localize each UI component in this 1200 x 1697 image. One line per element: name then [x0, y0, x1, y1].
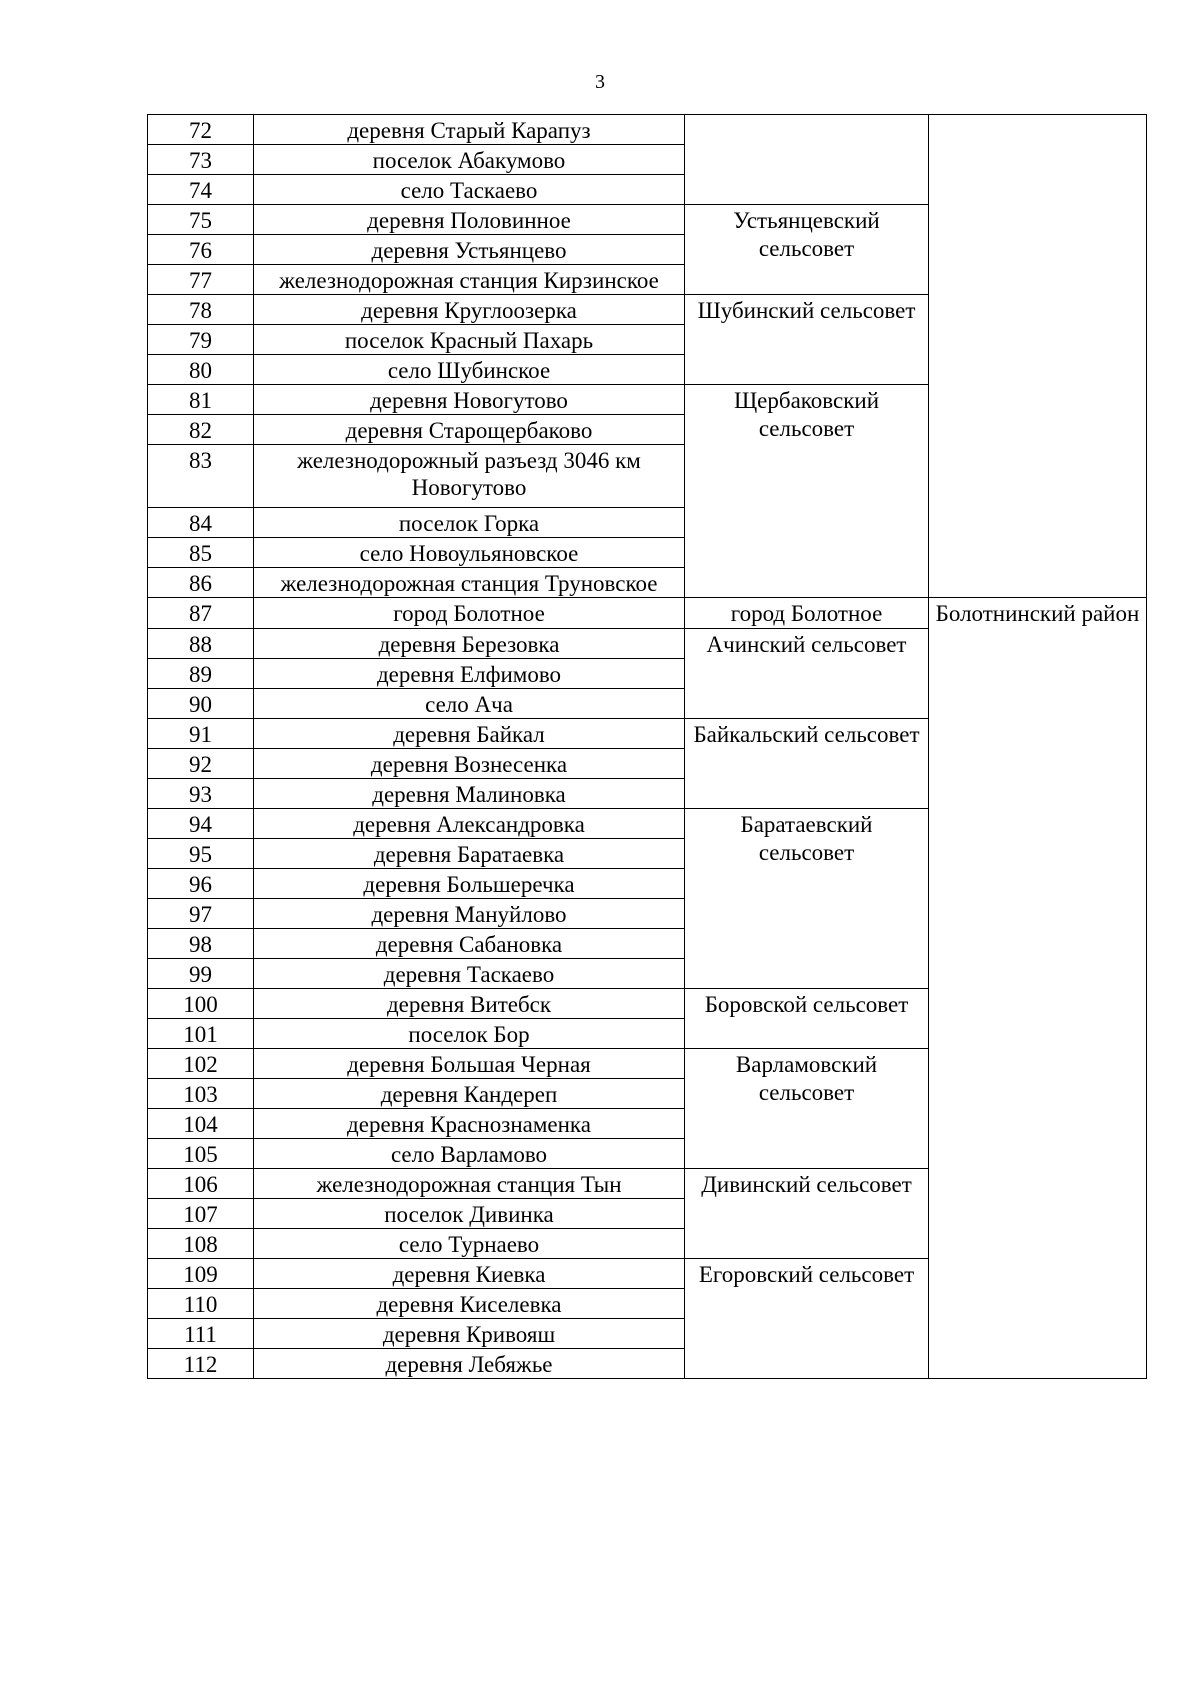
row-number: 85 [148, 538, 254, 568]
row-number: 83 [148, 445, 254, 508]
settlement-name: деревня Краснознаменка [254, 1109, 685, 1139]
settlement-name: деревня Малиновка [254, 779, 685, 809]
settlement-name: деревня Витебск [254, 989, 685, 1019]
settlement-name: железнодорожная станция Кирзинское [254, 265, 685, 295]
settlement-name: деревня Устьянцево [254, 235, 685, 265]
settlement-name: деревня Таскаево [254, 959, 685, 989]
row-number: 110 [148, 1289, 254, 1319]
settlement-name: деревня Сабановка [254, 929, 685, 959]
row-number: 96 [148, 869, 254, 899]
page-number: 3 [595, 71, 605, 93]
settlement-name: деревня Березовка [254, 629, 685, 659]
row-number: 74 [148, 175, 254, 205]
municipality-cell: Щербаковский сельсовет [685, 385, 929, 598]
municipality-cell [685, 115, 929, 205]
settlement-name: железнодорожная станция Труновское [254, 568, 685, 598]
row-number: 79 [148, 325, 254, 355]
row-number: 88 [148, 629, 254, 659]
row-number: 87 [148, 598, 254, 629]
row-number: 101 [148, 1019, 254, 1049]
settlement-name: деревня Круглоозерка [254, 295, 685, 325]
municipality-cell: Ачинский сельсовет [685, 629, 929, 719]
settlement-name: поселок Дивинка [254, 1199, 685, 1229]
table-row [148, 598, 1147, 629]
settlements-table-body [148, 115, 1147, 1379]
settlement-name: деревня Большеречка [254, 869, 685, 899]
table-row [148, 115, 1147, 145]
settlement-name: деревня Старощербаково [254, 415, 685, 445]
row-number: 73 [148, 145, 254, 175]
row-number: 99 [148, 959, 254, 989]
row-number: 84 [148, 508, 254, 538]
municipality-cell: Шубинский сельсовет [685, 295, 929, 385]
settlement-name: село Ача [254, 689, 685, 719]
settlement-name: город Болотное [254, 598, 685, 629]
row-number: 80 [148, 355, 254, 385]
district-cell: Болотнинский район [929, 598, 1147, 1379]
settlement-name: деревня Новогутово [254, 385, 685, 415]
settlement-name: деревня Кандереп [254, 1079, 685, 1109]
settlement-name: деревня Кривояш [254, 1319, 685, 1349]
settlement-name: деревня Елфимово [254, 659, 685, 689]
row-number: 104 [148, 1109, 254, 1139]
settlement-name: деревня Вознесенка [254, 749, 685, 779]
settlement-name: железнодорожная станция Тын [254, 1169, 685, 1199]
settlement-name: село Новоульяновское [254, 538, 685, 568]
settlement-name: деревня Мануйлово [254, 899, 685, 929]
row-number: 106 [148, 1169, 254, 1199]
row-number: 78 [148, 295, 254, 325]
row-number: 105 [148, 1139, 254, 1169]
row-number: 102 [148, 1049, 254, 1079]
settlements-table [147, 114, 1147, 1379]
row-number: 93 [148, 779, 254, 809]
settlement-name: поселок Бор [254, 1019, 685, 1049]
row-number: 81 [148, 385, 254, 415]
settlement-name: село Варламово [254, 1139, 685, 1169]
settlement-name: деревня Киселевка [254, 1289, 685, 1319]
row-number: 111 [148, 1319, 254, 1349]
settlement-name: село Таскаево [254, 175, 685, 205]
settlement-name: деревня Половинное [254, 205, 685, 235]
municipality-cell: Баратаевский сельсовет [685, 809, 929, 989]
row-number: 112 [148, 1349, 254, 1379]
settlement-name: деревня Лебяжье [254, 1349, 685, 1379]
settlement-name: деревня Киевка [254, 1259, 685, 1289]
municipality-cell: Варламовский сельсовет [685, 1049, 929, 1169]
municipality-cell: Устьянцевский сельсовет [685, 205, 929, 295]
row-number: 94 [148, 809, 254, 839]
row-number: 91 [148, 719, 254, 749]
municipality-cell: Дивинский сельсовет [685, 1169, 929, 1259]
settlement-name: поселок Горка [254, 508, 685, 538]
settlement-name: деревня Байкал [254, 719, 685, 749]
row-number: 77 [148, 265, 254, 295]
row-number: 95 [148, 839, 254, 869]
row-number: 98 [148, 929, 254, 959]
row-number: 75 [148, 205, 254, 235]
row-number: 100 [148, 989, 254, 1019]
settlement-name: деревня Старый Карапуз [254, 115, 685, 145]
row-number: 86 [148, 568, 254, 598]
settlement-name: село Турнаево [254, 1229, 685, 1259]
settlement-name: поселок Красный Пахарь [254, 325, 685, 355]
settlement-name: деревня Александровка [254, 809, 685, 839]
row-number: 89 [148, 659, 254, 689]
settlement-name: село Шубинское [254, 355, 685, 385]
row-number: 103 [148, 1079, 254, 1109]
row-number: 107 [148, 1199, 254, 1229]
row-number: 108 [148, 1229, 254, 1259]
settlement-name: железнодорожный разъезд 3046 км Новогутово [254, 445, 685, 508]
settlement-name: поселок Абакумово [254, 145, 685, 175]
row-number: 76 [148, 235, 254, 265]
row-number: 92 [148, 749, 254, 779]
settlement-name: деревня Баратаевка [254, 839, 685, 869]
row-number: 97 [148, 899, 254, 929]
settlement-name: деревня Большая Черная [254, 1049, 685, 1079]
municipality-cell: Боровской сельсовет [685, 989, 929, 1049]
row-number: 90 [148, 689, 254, 719]
municipality-cell: город Болотное [685, 598, 929, 629]
row-number: 82 [148, 415, 254, 445]
row-number: 72 [148, 115, 254, 145]
municipality-cell: Байкальский сельсовет [685, 719, 929, 809]
municipality-cell: Егоровский сельсовет [685, 1259, 929, 1379]
district-cell [929, 115, 1147, 598]
row-number: 109 [148, 1259, 254, 1289]
